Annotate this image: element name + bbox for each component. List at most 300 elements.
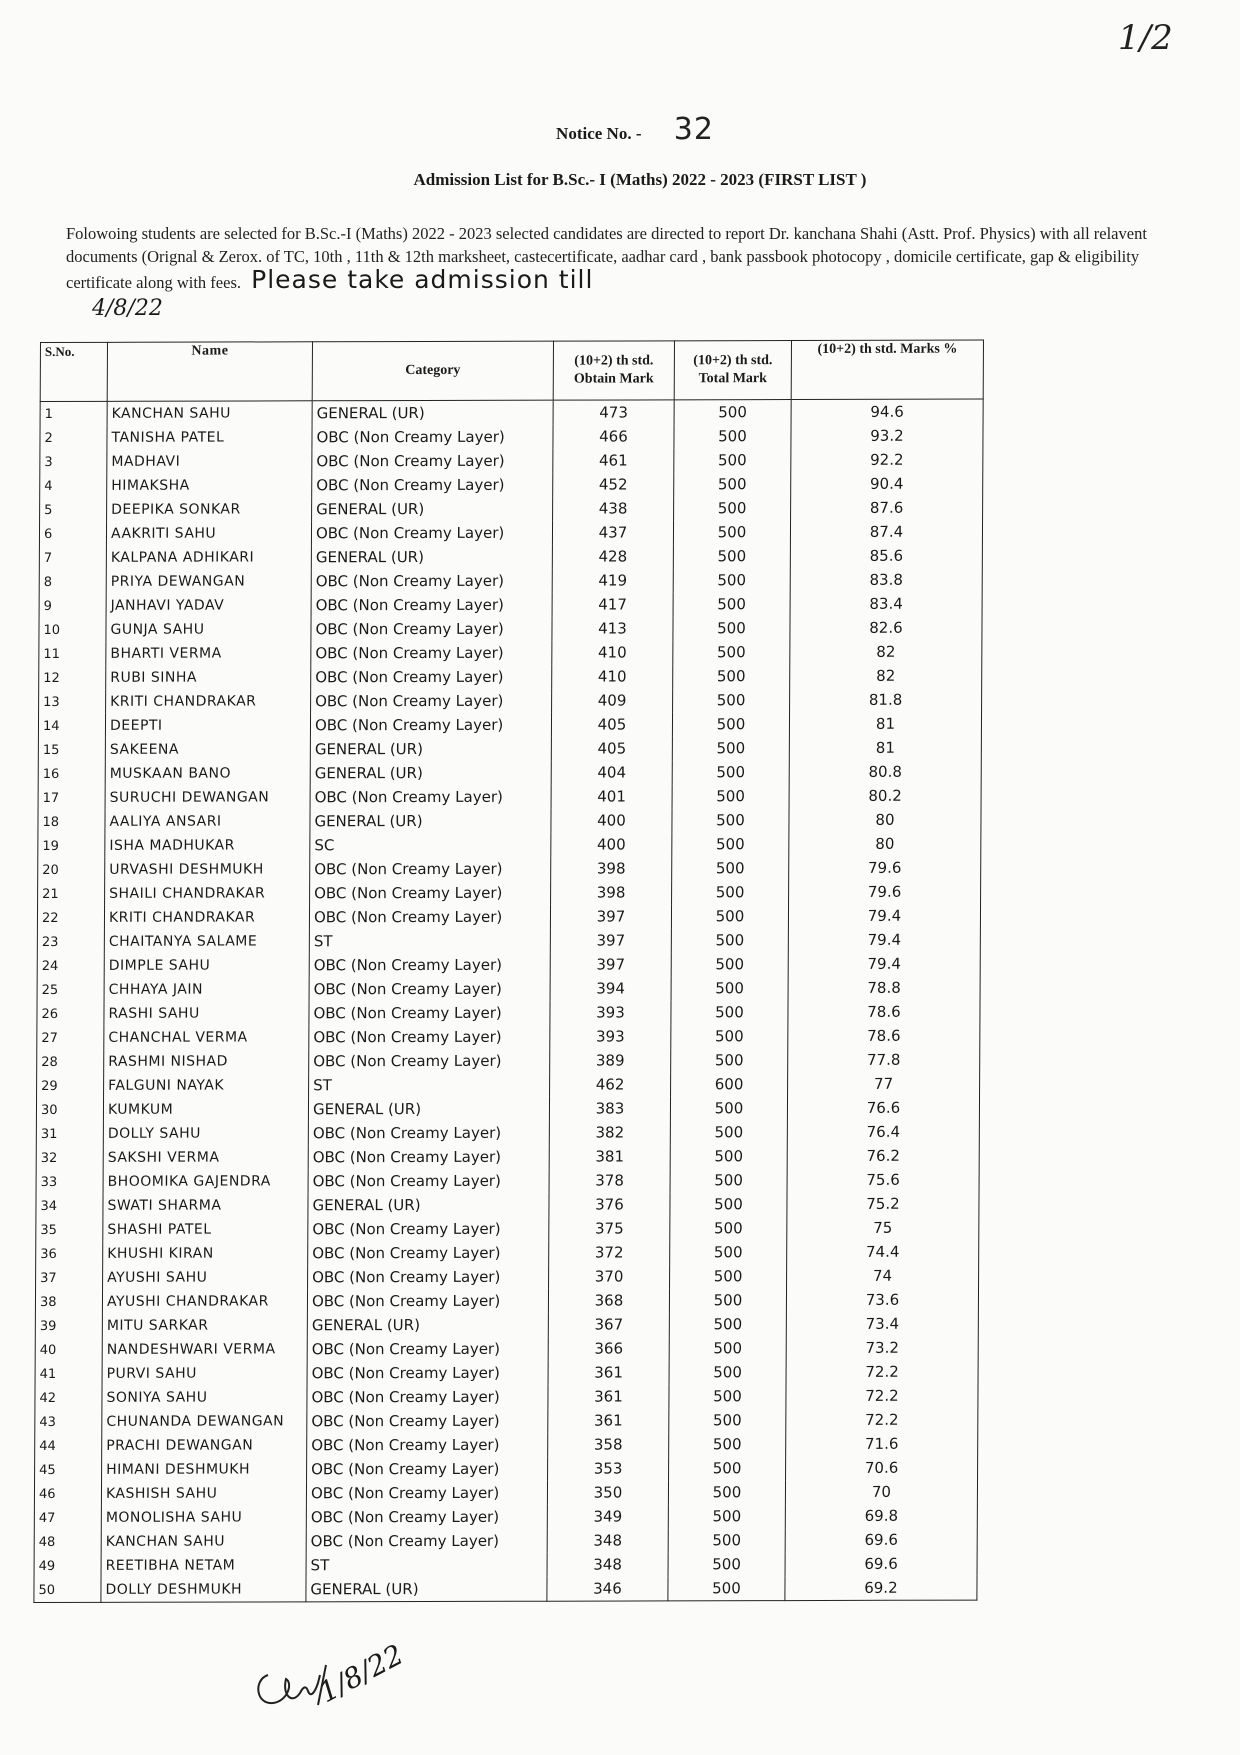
cell-name: HIMANI DESHMUKH bbox=[102, 1457, 307, 1482]
cell-total-mark: 500 bbox=[670, 1096, 787, 1120]
cell-sn: 25 bbox=[37, 978, 104, 1002]
cell-total-mark: 500 bbox=[673, 568, 790, 592]
cell-name: KANCHAN SAHU bbox=[101, 1529, 306, 1554]
cell-total-mark: 500 bbox=[670, 1120, 787, 1144]
notice-label: Notice No. - bbox=[556, 124, 642, 143]
cell-name: ISHA MADHUKAR bbox=[105, 833, 310, 858]
cell-category: SC bbox=[310, 833, 551, 858]
cell-name: KALPANA ADHIKARI bbox=[106, 545, 311, 570]
cell-name: DEEPTI bbox=[105, 713, 310, 738]
header-name: Name bbox=[107, 342, 312, 402]
table-row bbox=[34, 1480, 977, 1506]
cell-sn: 41 bbox=[35, 1362, 102, 1386]
cell-category: OBC (Non Creamy Layer) bbox=[307, 1361, 548, 1386]
cell-sn: 48 bbox=[34, 1530, 101, 1554]
cell-name: BHARTI VERMA bbox=[106, 641, 311, 666]
cell-sn: 18 bbox=[38, 810, 105, 834]
table-row bbox=[38, 760, 981, 786]
cell-name: JANHAVI YADAV bbox=[106, 593, 311, 618]
cell-total-mark: 500 bbox=[670, 1240, 787, 1264]
cell-category: OBC (Non Creamy Layer) bbox=[307, 1289, 548, 1314]
cell-total-mark: 500 bbox=[673, 520, 790, 544]
table-row bbox=[40, 448, 983, 474]
cell-category: OBC (Non Creamy Layer) bbox=[312, 449, 553, 474]
cell-name: RUBI SINHA bbox=[106, 665, 311, 690]
cell-obtain-mark: 461 bbox=[553, 448, 674, 472]
cell-category: GENERAL (UR) bbox=[308, 1193, 549, 1218]
cell-marks-percent: 94.6 bbox=[791, 399, 983, 424]
cell-obtain-mark: 361 bbox=[548, 1360, 669, 1384]
cell-category: GENERAL (UR) bbox=[310, 737, 551, 762]
cell-name: MITU SARKAR bbox=[102, 1313, 307, 1338]
table-row bbox=[37, 976, 980, 1002]
cell-total-mark: 500 bbox=[670, 1264, 787, 1288]
cell-marks-percent: 74 bbox=[787, 1264, 979, 1289]
cell-total-mark: 500 bbox=[670, 1216, 787, 1240]
cell-sn: 8 bbox=[39, 570, 106, 594]
cell-category: OBC (Non Creamy Layer) bbox=[310, 785, 551, 810]
table-row bbox=[36, 1168, 979, 1194]
cell-name: BHOOMIKA GAJENDRA bbox=[103, 1169, 308, 1194]
table-row bbox=[36, 1120, 979, 1146]
table-row bbox=[35, 1360, 978, 1386]
cell-sn: 47 bbox=[34, 1506, 101, 1530]
cell-category: OBC (Non Creamy Layer) bbox=[309, 1049, 550, 1074]
table-row bbox=[39, 520, 982, 546]
cell-name: PURVI SAHU bbox=[102, 1361, 307, 1386]
cell-name: GUNJA SAHU bbox=[106, 617, 311, 642]
cell-sn: 32 bbox=[36, 1146, 103, 1170]
table-row bbox=[37, 928, 980, 954]
cell-category: OBC (Non Creamy Layer) bbox=[307, 1433, 548, 1458]
cell-total-mark: 500 bbox=[669, 1312, 786, 1336]
cell-category: OBC (Non Creamy Layer) bbox=[307, 1385, 548, 1410]
cell-sn: 17 bbox=[38, 786, 105, 810]
cell-total-mark: 500 bbox=[671, 1000, 788, 1024]
table-row bbox=[36, 1192, 979, 1218]
table-row bbox=[35, 1456, 978, 1482]
handwritten-date: 4/8/22 bbox=[92, 296, 163, 321]
cell-name: REETIBHA NETAM bbox=[101, 1553, 306, 1578]
table-row bbox=[39, 568, 982, 594]
cell-total-mark: 500 bbox=[672, 808, 789, 832]
cell-obtain-mark: 381 bbox=[549, 1144, 670, 1168]
table-row bbox=[38, 784, 981, 810]
cell-obtain-mark: 358 bbox=[548, 1432, 669, 1456]
header-category: Category bbox=[312, 341, 553, 401]
cell-name: DOLLY SAHU bbox=[103, 1121, 308, 1146]
cell-marks-percent: 80 bbox=[789, 832, 981, 857]
cell-obtain-mark: 393 bbox=[550, 1000, 671, 1024]
cell-marks-percent: 77.8 bbox=[788, 1048, 980, 1073]
table-row bbox=[36, 1216, 979, 1242]
cell-obtain-mark: 353 bbox=[548, 1456, 669, 1480]
cell-name: KHUSHI KIRAN bbox=[103, 1241, 308, 1266]
cell-total-mark: 500 bbox=[668, 1528, 785, 1552]
cell-name: AYUSHI CHANDRAKAR bbox=[102, 1289, 307, 1314]
cell-obtain-mark: 382 bbox=[549, 1120, 670, 1144]
cell-total-mark: 500 bbox=[672, 712, 789, 736]
cell-total-mark: 500 bbox=[669, 1432, 786, 1456]
cell-total-mark: 500 bbox=[671, 1048, 788, 1072]
admission-table bbox=[33, 340, 984, 1604]
table-row bbox=[40, 496, 983, 522]
table-header-row bbox=[40, 340, 983, 401]
cell-name: AAKRITI SAHU bbox=[106, 521, 311, 546]
cell-sn: 39 bbox=[35, 1314, 102, 1338]
cell-total-mark: 500 bbox=[673, 688, 790, 712]
cell-obtain-mark: 417 bbox=[552, 592, 673, 616]
cell-category: OBC (Non Creamy Layer) bbox=[308, 1217, 549, 1242]
cell-obtain-mark: 378 bbox=[549, 1168, 670, 1192]
cell-marks-percent: 82 bbox=[790, 664, 982, 689]
cell-obtain-mark: 370 bbox=[549, 1264, 670, 1288]
cell-obtain-mark: 368 bbox=[548, 1288, 669, 1312]
cell-total-mark: 500 bbox=[672, 856, 789, 880]
table-row bbox=[38, 880, 981, 906]
cell-obtain-mark: 404 bbox=[551, 760, 672, 784]
cell-sn: 33 bbox=[36, 1170, 103, 1194]
cell-category: OBC (Non Creamy Layer) bbox=[308, 1241, 549, 1266]
cell-sn: 34 bbox=[36, 1194, 103, 1218]
cell-total-mark: 500 bbox=[670, 1168, 787, 1192]
table-row bbox=[39, 688, 982, 714]
cell-marks-percent: 82.6 bbox=[790, 616, 982, 641]
table-row bbox=[34, 1504, 977, 1530]
cell-total-mark: 500 bbox=[672, 784, 789, 808]
cell-total-mark: 500 bbox=[669, 1408, 786, 1432]
cell-marks-percent: 80.8 bbox=[789, 760, 981, 785]
table-row bbox=[39, 544, 982, 570]
table-row bbox=[40, 399, 983, 426]
cell-marks-percent: 79.4 bbox=[788, 904, 980, 929]
cell-total-mark: 500 bbox=[673, 640, 790, 664]
table-row bbox=[35, 1384, 978, 1410]
cell-total-mark: 500 bbox=[670, 1192, 787, 1216]
cell-total-mark: 500 bbox=[669, 1360, 786, 1384]
cell-name: SHAILI CHANDRAKAR bbox=[105, 881, 310, 906]
cell-sn: 7 bbox=[39, 546, 106, 570]
cell-sn: 15 bbox=[38, 738, 105, 762]
cell-obtain-mark: 473 bbox=[553, 400, 674, 425]
cell-category: GENERAL (UR) bbox=[310, 761, 551, 786]
cell-marks-percent: 76.2 bbox=[787, 1144, 979, 1169]
cell-sn: 2 bbox=[40, 426, 107, 450]
cell-category: OBC (Non Creamy Layer) bbox=[312, 473, 553, 498]
cell-total-mark: 500 bbox=[668, 1504, 785, 1528]
cell-name: NANDESHWARI VERMA bbox=[102, 1337, 307, 1362]
page-number: 1/2 bbox=[1118, 18, 1173, 58]
cell-marks-percent: 70.6 bbox=[786, 1456, 978, 1481]
cell-total-mark: 500 bbox=[668, 1552, 785, 1576]
cell-marks-percent: 78.8 bbox=[788, 976, 980, 1001]
cell-obtain-mark: 452 bbox=[553, 472, 674, 496]
cell-obtain-mark: 389 bbox=[550, 1048, 671, 1072]
cell-total-mark: 500 bbox=[673, 544, 790, 568]
cell-name: RASHI SAHU bbox=[104, 1001, 309, 1026]
cell-category: OBC (Non Creamy Layer) bbox=[311, 665, 552, 690]
cell-name: RASHMI NISHAD bbox=[104, 1049, 309, 1074]
cell-name: SAKEENA bbox=[105, 737, 310, 762]
cell-total-mark: 500 bbox=[671, 904, 788, 928]
table-row bbox=[39, 664, 982, 690]
cell-category: OBC (Non Creamy Layer) bbox=[307, 1409, 548, 1434]
cell-category: OBC (Non Creamy Layer) bbox=[311, 521, 552, 546]
cell-sn: 11 bbox=[39, 642, 106, 666]
cell-name: KUMKUM bbox=[103, 1097, 308, 1122]
cell-obtain-mark: 398 bbox=[551, 880, 672, 904]
cell-obtain-mark: 437 bbox=[552, 520, 673, 544]
cell-sn: 26 bbox=[37, 1002, 104, 1026]
cell-total-mark: 500 bbox=[674, 400, 791, 425]
list-title: Admission List for B.Sc.- I (Maths) 2022 - 2023 (FIRST LIST ) bbox=[413, 170, 867, 189]
cell-sn: 43 bbox=[35, 1410, 102, 1434]
table-row bbox=[37, 1072, 980, 1098]
cell-sn: 22 bbox=[37, 906, 104, 930]
cell-sn: 28 bbox=[37, 1050, 104, 1074]
cell-category: GENERAL (UR) bbox=[312, 400, 553, 425]
cell-obtain-mark: 346 bbox=[547, 1576, 668, 1601]
header-marks-percent: (10+2) th std. Marks % bbox=[791, 340, 983, 400]
cell-name: DIMPLE SAHU bbox=[104, 953, 309, 978]
header-obtain-mark: (10+2) th std. Obtain Mark bbox=[553, 341, 674, 400]
table-row bbox=[36, 1144, 979, 1170]
cell-obtain-mark: 397 bbox=[550, 904, 671, 928]
cell-total-mark: 500 bbox=[671, 1024, 788, 1048]
signature-date: 1/8/22 bbox=[313, 1637, 409, 1710]
cell-total-mark: 500 bbox=[669, 1384, 786, 1408]
cell-marks-percent: 79.6 bbox=[789, 856, 981, 881]
cell-obtain-mark: 348 bbox=[547, 1528, 668, 1552]
cell-sn: 3 bbox=[40, 450, 107, 474]
cell-marks-percent: 87.4 bbox=[790, 520, 982, 545]
cell-name: KRITI CHANDRAKAR bbox=[106, 689, 311, 714]
cell-marks-percent: 85.6 bbox=[790, 544, 982, 569]
table-row bbox=[35, 1288, 978, 1314]
cell-marks-percent: 79.6 bbox=[789, 880, 981, 905]
cell-sn: 5 bbox=[40, 498, 107, 522]
intro-text: Folowoing students are selected for B.Sc.-I (Maths) 2022 - 2023 selected candidates are directed to report Dr. kanchana Shahi (Astt. Prof. Physics) with all relavent documents (Orignal & Zerox. of TC, 10th , 11th & 12th marksheet, castecertificate, aadhar card , bank passbook photocopy , domicile certificate, gap & eligibility certificate along with fees. bbox=[66, 224, 1147, 292]
cell-obtain-mark: 366 bbox=[548, 1336, 669, 1360]
cell-obtain-mark: 438 bbox=[553, 496, 674, 520]
cell-sn: 35 bbox=[36, 1218, 103, 1242]
cell-sn: 13 bbox=[39, 690, 106, 714]
cell-total-mark: 500 bbox=[669, 1456, 786, 1480]
cell-sn: 29 bbox=[37, 1074, 104, 1098]
table-row bbox=[36, 1096, 979, 1122]
cell-total-mark: 500 bbox=[673, 664, 790, 688]
cell-total-mark: 500 bbox=[672, 760, 789, 784]
cell-category: GENERAL (UR) bbox=[310, 809, 551, 834]
cell-sn: 10 bbox=[39, 618, 106, 642]
cell-obtain-mark: 398 bbox=[551, 856, 672, 880]
cell-obtain-mark: 400 bbox=[551, 832, 672, 856]
cell-sn: 49 bbox=[34, 1554, 101, 1578]
cell-category: OBC (Non Creamy Layer) bbox=[310, 881, 551, 906]
cell-obtain-mark: 466 bbox=[553, 424, 674, 448]
cell-total-mark: 500 bbox=[673, 616, 790, 640]
cell-sn: 24 bbox=[37, 954, 104, 978]
cell-obtain-mark: 350 bbox=[547, 1480, 668, 1504]
cell-sn: 30 bbox=[36, 1098, 103, 1122]
table-row bbox=[40, 424, 983, 450]
signature bbox=[248, 1635, 409, 1729]
cell-obtain-mark: 349 bbox=[547, 1504, 668, 1528]
cell-category: OBC (Non Creamy Layer) bbox=[309, 953, 550, 978]
cell-marks-percent: 77 bbox=[788, 1072, 980, 1097]
cell-category: ST bbox=[309, 1073, 550, 1098]
cell-name: TANISHA PATEL bbox=[107, 425, 312, 450]
cell-total-mark: 500 bbox=[668, 1576, 785, 1601]
notice-heading bbox=[0, 112, 1240, 147]
cell-name: PRACHI DEWANGAN bbox=[102, 1433, 307, 1458]
cell-total-mark: 500 bbox=[669, 1288, 786, 1312]
cell-marks-percent: 75 bbox=[787, 1216, 979, 1241]
table-row bbox=[38, 856, 981, 882]
table-row bbox=[37, 1048, 980, 1074]
cell-marks-percent: 82 bbox=[790, 640, 982, 665]
cell-sn: 42 bbox=[35, 1386, 102, 1410]
cell-total-mark: 500 bbox=[668, 1480, 785, 1504]
cell-sn: 6 bbox=[39, 522, 106, 546]
cell-obtain-mark: 394 bbox=[550, 976, 671, 1000]
cell-category: OBC (Non Creamy Layer) bbox=[311, 641, 552, 666]
cell-total-mark: 500 bbox=[674, 424, 791, 448]
cell-category: OBC (Non Creamy Layer) bbox=[309, 1001, 550, 1026]
cell-marks-percent: 81 bbox=[789, 736, 981, 761]
cell-sn: 20 bbox=[38, 858, 105, 882]
cell-marks-percent: 73.6 bbox=[786, 1288, 978, 1313]
cell-total-mark: 500 bbox=[671, 952, 788, 976]
cell-name: PRIYA DEWANGAN bbox=[106, 569, 311, 594]
cell-category: GENERAL (UR) bbox=[308, 1097, 549, 1122]
cell-marks-percent: 81 bbox=[789, 712, 981, 737]
cell-sn: 38 bbox=[35, 1290, 102, 1314]
cell-category: OBC (Non Creamy Layer) bbox=[306, 1481, 547, 1506]
cell-obtain-mark: 400 bbox=[551, 808, 672, 832]
cell-marks-percent: 72.2 bbox=[786, 1384, 978, 1409]
cell-obtain-mark: 410 bbox=[552, 664, 673, 688]
cell-marks-percent: 72.2 bbox=[786, 1408, 978, 1433]
cell-sn: 44 bbox=[35, 1434, 102, 1458]
cell-marks-percent: 92.2 bbox=[791, 448, 983, 473]
cell-sn: 37 bbox=[36, 1266, 103, 1290]
cell-name: CHHAYA JAIN bbox=[104, 977, 309, 1002]
cell-name: CHANCHAL VERMA bbox=[104, 1025, 309, 1050]
cell-sn: 19 bbox=[38, 834, 105, 858]
table-row bbox=[39, 640, 982, 666]
table-row bbox=[34, 1552, 977, 1578]
cell-category: OBC (Non Creamy Layer) bbox=[307, 1337, 548, 1362]
cell-total-mark: 500 bbox=[671, 928, 788, 952]
cell-name: DEEPIKA SONKAR bbox=[107, 497, 312, 522]
table-row bbox=[38, 712, 981, 738]
cell-name: MONOLISHA SAHU bbox=[101, 1505, 306, 1530]
cell-name: SHASHI PATEL bbox=[103, 1217, 308, 1242]
cell-marks-percent: 87.6 bbox=[791, 496, 983, 521]
cell-sn: 36 bbox=[36, 1242, 103, 1266]
cell-total-mark: 500 bbox=[674, 472, 791, 496]
cell-category: GENERAL (UR) bbox=[312, 497, 553, 522]
cell-sn: 40 bbox=[35, 1338, 102, 1362]
cell-sn: 16 bbox=[38, 762, 105, 786]
cell-sn: 27 bbox=[37, 1026, 104, 1050]
cell-marks-percent: 74.4 bbox=[787, 1240, 979, 1265]
cell-obtain-mark: 376 bbox=[549, 1192, 670, 1216]
cell-obtain-mark: 361 bbox=[548, 1384, 669, 1408]
cell-obtain-mark: 393 bbox=[550, 1024, 671, 1048]
table-row bbox=[35, 1408, 978, 1434]
cell-obtain-mark: 410 bbox=[552, 640, 673, 664]
table-row bbox=[38, 808, 981, 834]
cell-sn: 23 bbox=[37, 930, 104, 954]
cell-marks-percent: 69.6 bbox=[785, 1552, 977, 1577]
table-row bbox=[35, 1336, 978, 1362]
table-row bbox=[36, 1240, 979, 1266]
cell-marks-percent: 80 bbox=[789, 808, 981, 833]
table-row bbox=[36, 1264, 979, 1290]
cell-category: OBC (Non Creamy Layer) bbox=[312, 425, 553, 450]
cell-marks-percent: 79.4 bbox=[788, 952, 980, 977]
table-row bbox=[37, 1000, 980, 1026]
cell-marks-percent: 78.6 bbox=[788, 1024, 980, 1049]
header-sn: S.No. bbox=[40, 342, 107, 401]
table-row bbox=[37, 904, 980, 930]
cell-category: OBC (Non Creamy Layer) bbox=[310, 857, 551, 882]
cell-name: SWATI SHARMA bbox=[103, 1193, 308, 1218]
cell-marks-percent: 83.4 bbox=[790, 592, 982, 617]
cell-name: SAKSHI VERMA bbox=[103, 1145, 308, 1170]
cell-category: OBC (Non Creamy Layer) bbox=[311, 617, 552, 642]
cell-total-mark: 500 bbox=[674, 496, 791, 520]
cell-marks-percent: 73.2 bbox=[786, 1336, 978, 1361]
cell-sn: 4 bbox=[40, 474, 107, 498]
cell-marks-percent: 79.4 bbox=[788, 928, 980, 953]
cell-marks-percent: 75.6 bbox=[787, 1168, 979, 1193]
cell-obtain-mark: 413 bbox=[552, 616, 673, 640]
cell-name: AALIYA ANSARI bbox=[105, 809, 310, 834]
cell-sn: 50 bbox=[34, 1578, 101, 1603]
cell-name: MUSKAAN BANO bbox=[105, 761, 310, 786]
cell-marks-percent: 69.8 bbox=[785, 1504, 977, 1529]
cell-name: DOLLY DESHMUKH bbox=[101, 1577, 306, 1602]
cell-total-mark: 500 bbox=[670, 1144, 787, 1168]
cell-category: OBC (Non Creamy Layer) bbox=[307, 1457, 548, 1482]
cell-sn: 9 bbox=[39, 594, 106, 618]
cell-name: SURUCHI DEWANGAN bbox=[105, 785, 310, 810]
cell-total-mark: 500 bbox=[672, 736, 789, 760]
cell-sn: 21 bbox=[38, 882, 105, 906]
cell-name: CHAITANYA SALAME bbox=[104, 929, 309, 954]
cell-name: URVASHI DESHMUKH bbox=[105, 857, 310, 882]
cell-sn: 14 bbox=[38, 714, 105, 738]
cell-obtain-mark: 428 bbox=[552, 544, 673, 568]
handwritten-note: Please take admission till bbox=[251, 265, 594, 294]
cell-obtain-mark: 419 bbox=[552, 568, 673, 592]
cell-marks-percent: 69.2 bbox=[785, 1576, 977, 1601]
cell-marks-percent: 83.8 bbox=[790, 568, 982, 593]
cell-total-mark: 500 bbox=[673, 592, 790, 616]
cell-category: OBC (Non Creamy Layer) bbox=[306, 1505, 547, 1530]
table-row bbox=[35, 1432, 978, 1458]
cell-category: GENERAL (UR) bbox=[311, 545, 552, 570]
table-row bbox=[37, 952, 980, 978]
cell-name: KASHISH SAHU bbox=[101, 1481, 306, 1506]
cell-sn: 12 bbox=[39, 666, 106, 690]
cell-name: CHUNANDA DEWANGAN bbox=[102, 1409, 307, 1434]
cell-obtain-mark: 409 bbox=[552, 688, 673, 712]
cell-obtain-mark: 462 bbox=[550, 1072, 671, 1096]
